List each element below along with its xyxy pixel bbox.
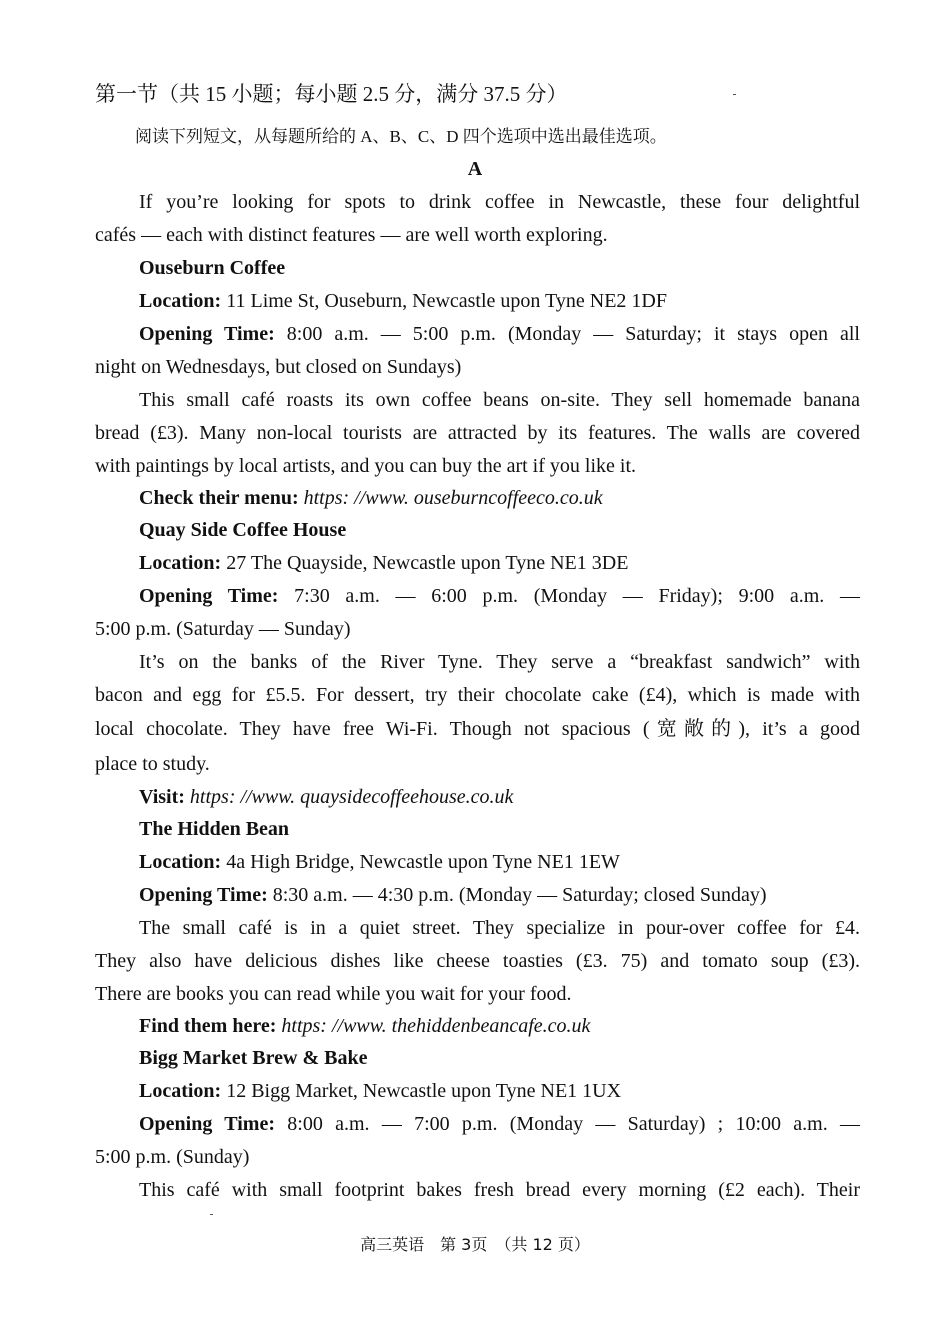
cafe-name: Bigg Market Brew & Bake — [139, 1047, 368, 1069]
location-value: 27 The Quayside, Newcastle upon Tyne NE1 3DE — [221, 552, 629, 574]
location-value: 11 Lime St, Ouseburn, Newcastle upon Tyne NE2 1DF — [221, 290, 667, 312]
instructions: 阅读下列短文，从每题所给的 A、B、C、D 四个选项中选出最佳选项。 — [135, 127, 667, 146]
location-label: Location: — [139, 552, 222, 574]
cafe-location — [139, 846, 860, 879]
location-label: Location: — [139, 290, 222, 312]
cafe-hours — [139, 879, 860, 912]
location-value: 4a High Bridge, Newcastle upon Tyne NE1 1EW — [221, 851, 620, 873]
link-url[interactable]: https: //www. ouseburncoffeeco.co.uk — [298, 487, 603, 509]
link-label: Visit: — [139, 786, 185, 808]
cafe-location — [139, 547, 860, 580]
section-header: 第一节（共 15 小题；每小题 2.5 分，满分 37.5 分） — [95, 82, 568, 106]
cafe-description: bread (£3). Many non-local tourists are attracted by its features. The walls are covered — [95, 422, 860, 444]
hours-value: 7:30 a.m. — 6:00 p.m. (Monday — Friday); 9:00 a.m. — — [278, 585, 860, 607]
cafe-link — [139, 781, 860, 814]
cafe-description: There are books you can read while you wait for your food. — [95, 983, 572, 1005]
link-label: Find them here: — [139, 1015, 277, 1037]
cafe-description: This small café roasts its own coffee beans on-site. They sell homemade banana — [139, 389, 860, 411]
hours-label: Opening Time: — [139, 585, 279, 607]
cafe-location — [139, 1075, 860, 1108]
cafe-description: place to study. — [95, 753, 210, 775]
cafe-location — [139, 285, 860, 318]
cafe-description: This café with small footprint bakes fresh bread every morning (£2 each). Their — [139, 1179, 860, 1201]
cafe-description: local chocolate. They have free Wi-Fi. Though not spacious (宽敞的), it’s a good — [95, 718, 860, 740]
cafe-description: It’s on the banks of the River Tyne. They serve a “breakfast sandwich” with — [139, 651, 860, 673]
cafe-link — [139, 482, 860, 515]
cafe-description: They also have delicious dishes like cheese toasties (£3. 75) and tomato soup (£3). — [95, 950, 860, 972]
cafe-hours — [139, 1108, 860, 1141]
page-footer: 高三英语 第 3页 （共 12 页） — [360, 1235, 590, 1254]
hours-value: 8:00 a.m. — 5:00 p.m. (Monday — Saturday; it stays open all — [274, 323, 860, 345]
cafe-name: The Hidden Bean — [139, 818, 290, 840]
link-url[interactable]: https: //www. quaysidecoffeehouse.co.uk — [184, 786, 514, 808]
intro-line: cafés — each with distinct features — are well worth exploring. — [95, 224, 608, 246]
passage-label: A — [467, 158, 483, 180]
cafe-hours — [139, 318, 860, 351]
scan-dot — [210, 1214, 213, 1215]
cafe-description: with paintings by local artists, and you can buy the art if you like it. — [95, 455, 637, 477]
cafe-description: bacon and egg for £5.5. For dessert, try their chocolate cake (£4), which is made with — [95, 684, 860, 706]
link-url[interactable]: https: //www. thehiddenbeancafe.co.uk — [276, 1015, 591, 1037]
hours-label: Opening Time: — [139, 1113, 276, 1135]
hours-label: Opening Time: — [139, 323, 275, 345]
cafe-name: Quay Side Coffee House — [139, 519, 347, 541]
hours-label: Opening Time: — [139, 884, 268, 906]
cafe-hours-cont: 5:00 p.m. (Sunday) — [95, 1146, 250, 1168]
intro-line: If you’re looking for spots to drink coffee in Newcastle, these four delightful — [139, 191, 860, 213]
location-value: 12 Bigg Market, Newcastle upon Tyne NE1 1UX — [221, 1080, 622, 1102]
link-label: Check their menu: — [139, 487, 299, 509]
hours-value: 8:00 a.m. — 7:00 p.m. (Monday — Saturday) ; 10:00 a.m. — — [275, 1113, 860, 1135]
location-label: Location: — [139, 1080, 222, 1102]
cafe-hours-cont: night on Wednesdays, but closed on Sundays) — [95, 356, 462, 378]
cafe-description: The small café is in a quiet street. They specialize in pour-over coffee for £4. — [139, 917, 860, 939]
cafe-hours — [139, 580, 860, 613]
cafe-hours-cont: 5:00 p.m. (Saturday — Sunday) — [95, 618, 351, 640]
location-label: Location: — [139, 851, 222, 873]
scan-dot — [733, 94, 736, 95]
cafe-link — [139, 1010, 860, 1043]
hours-value: 8:30 a.m. — 4:30 p.m. (Monday — Saturday; closed Sunday) — [267, 884, 767, 906]
cafe-name: Ouseburn Coffee — [139, 257, 286, 279]
